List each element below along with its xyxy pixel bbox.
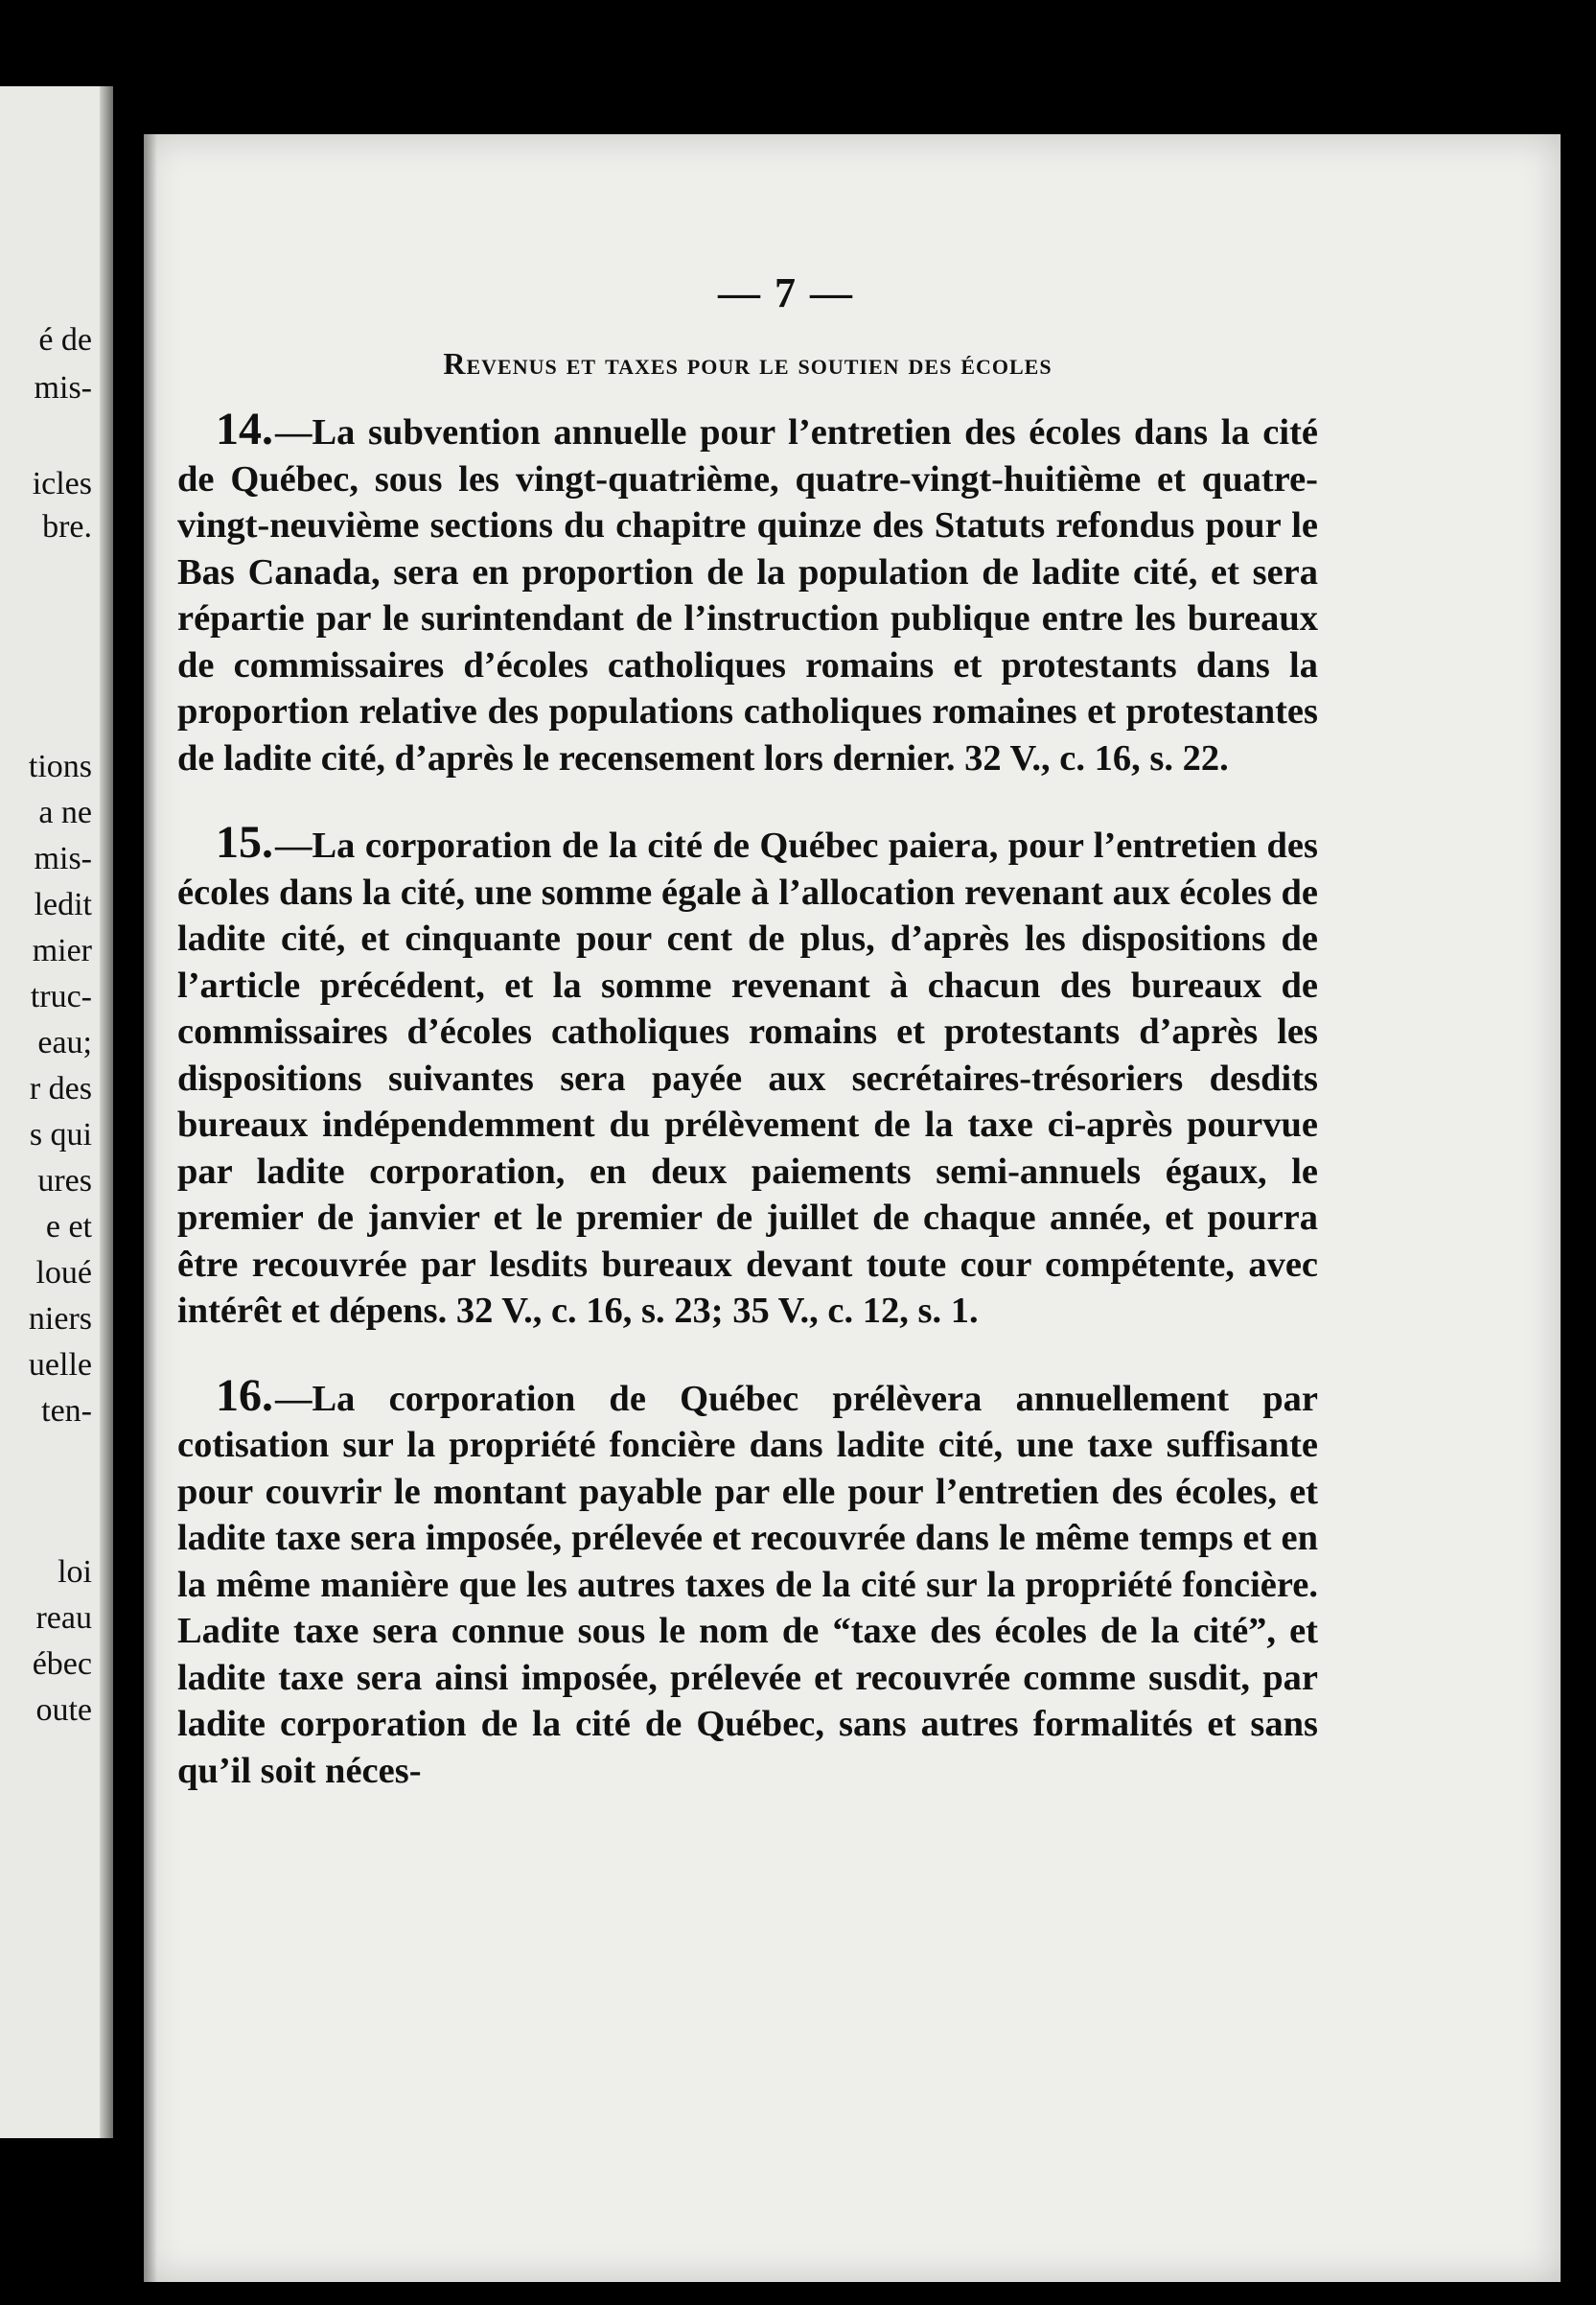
article-number: 15. [216, 817, 273, 868]
left-line: bre. [42, 509, 92, 545]
article-16 [177, 1369, 1318, 1795]
left-line: eau; [37, 1025, 92, 1060]
section-title: Revenus et taxes pour le soutien des écoles [443, 346, 1052, 381]
article-14 [177, 404, 1318, 781]
left-line: s qui [29, 1117, 92, 1152]
left-line: niers [28, 1301, 92, 1337]
left-line: ures [37, 1163, 92, 1199]
left-line: ten- [41, 1393, 92, 1429]
left-line: é de [38, 322, 92, 358]
left-line: mier [32, 933, 92, 968]
left-line: ledit [34, 887, 92, 922]
article-number: 14. [216, 404, 273, 454]
left-line: truc- [30, 979, 92, 1014]
page-number: — 7 — [718, 269, 854, 316]
article-text: —La corporation de Québec prélèvera annuellement par cotisation sur la propriété foncière dans ladite cité, une taxe suffisante pour couvrir le montant payable par elle pour l’entretien des écoles, et ladite taxe sera imposée, prélevée et recouvrée dans le même temps et en la même manière que les autres taxes de la cité sur la propriété foncière. Ladite taxe sera connue sous le nom de “taxe des écoles de la cité”, et ladite taxe sera ainsi imposée, prélevée et recouvrée comme susdit, par ladite corporation de la cité de Québec, sans autres formalités et sans qu’il soit néces- [177, 1378, 1318, 1791]
article-text: —La corporation de la cité de Québec paiera, pour l’entretien des écoles dans la cité, une somme égale à l’allocation revenant aux écoles de ladite cité, et cinquante pour cent de plus, d’après les dispositions de l’article précédent, et la somme revenant à chacun des bureaux de commissaires d’écoles catholiques romains et protestants d’après les dispositions suivantes sera payée aux secrétaires-trésoriers desdits bureaux indépendemment du prélèvement de la taxe ci-après pourvue par ladite corporation, en deux paiements semi-annuels égaux, le premier de janvier et le premier de juillet de chaque année, et pourra être recouvrée par lesdits bureaux devant toute cour compétente, avec intérêt et dépens. 32 V., c. 16, s. 23; 35 V., c. 12, s. 1. [177, 826, 1318, 1331]
left-line: loué [35, 1255, 92, 1291]
left-line: mis- [34, 841, 92, 876]
left-line: mis- [34, 370, 92, 406]
page-edge-shadow [144, 134, 157, 2282]
left-line: e et [45, 1209, 92, 1245]
page-gutter [100, 86, 113, 2138]
document-page [144, 134, 1561, 2282]
left-line: reau [35, 1600, 92, 1636]
left-page-fragment [0, 86, 113, 2138]
left-line: oute [35, 1692, 92, 1728]
left-line: ébec [32, 1646, 92, 1682]
article-number: 16. [216, 1369, 273, 1421]
left-line: uelle [28, 1347, 92, 1383]
article-15 [177, 817, 1318, 1335]
left-line: tions [28, 749, 92, 784]
page-content [177, 268, 1318, 1831]
left-line: a ne [38, 795, 92, 830]
left-line: icles [32, 466, 92, 501]
article-text: —La subvention annuelle pour l’entretien des écoles dans la cité de Québec, sous les vingt-quatrième, quatre-vingt-huitième et quatre-vingt-neuvième sections du chapitre quinze des Statuts refondus pour le Bas Canada, sera en proportion de la population de ladite cité, et sera répartie par le surintendant de l’instruction publique entre les bureaux de commissaires d’écoles catholiques romains et protestants dans la proportion relative des populations catholiques romaines et protestantes de ladite cité, d’après le recensement lors dernier. 32 V., c. 16, s. 22. [177, 412, 1318, 779]
left-line: r des [29, 1071, 92, 1106]
left-line: loi [58, 1554, 92, 1590]
